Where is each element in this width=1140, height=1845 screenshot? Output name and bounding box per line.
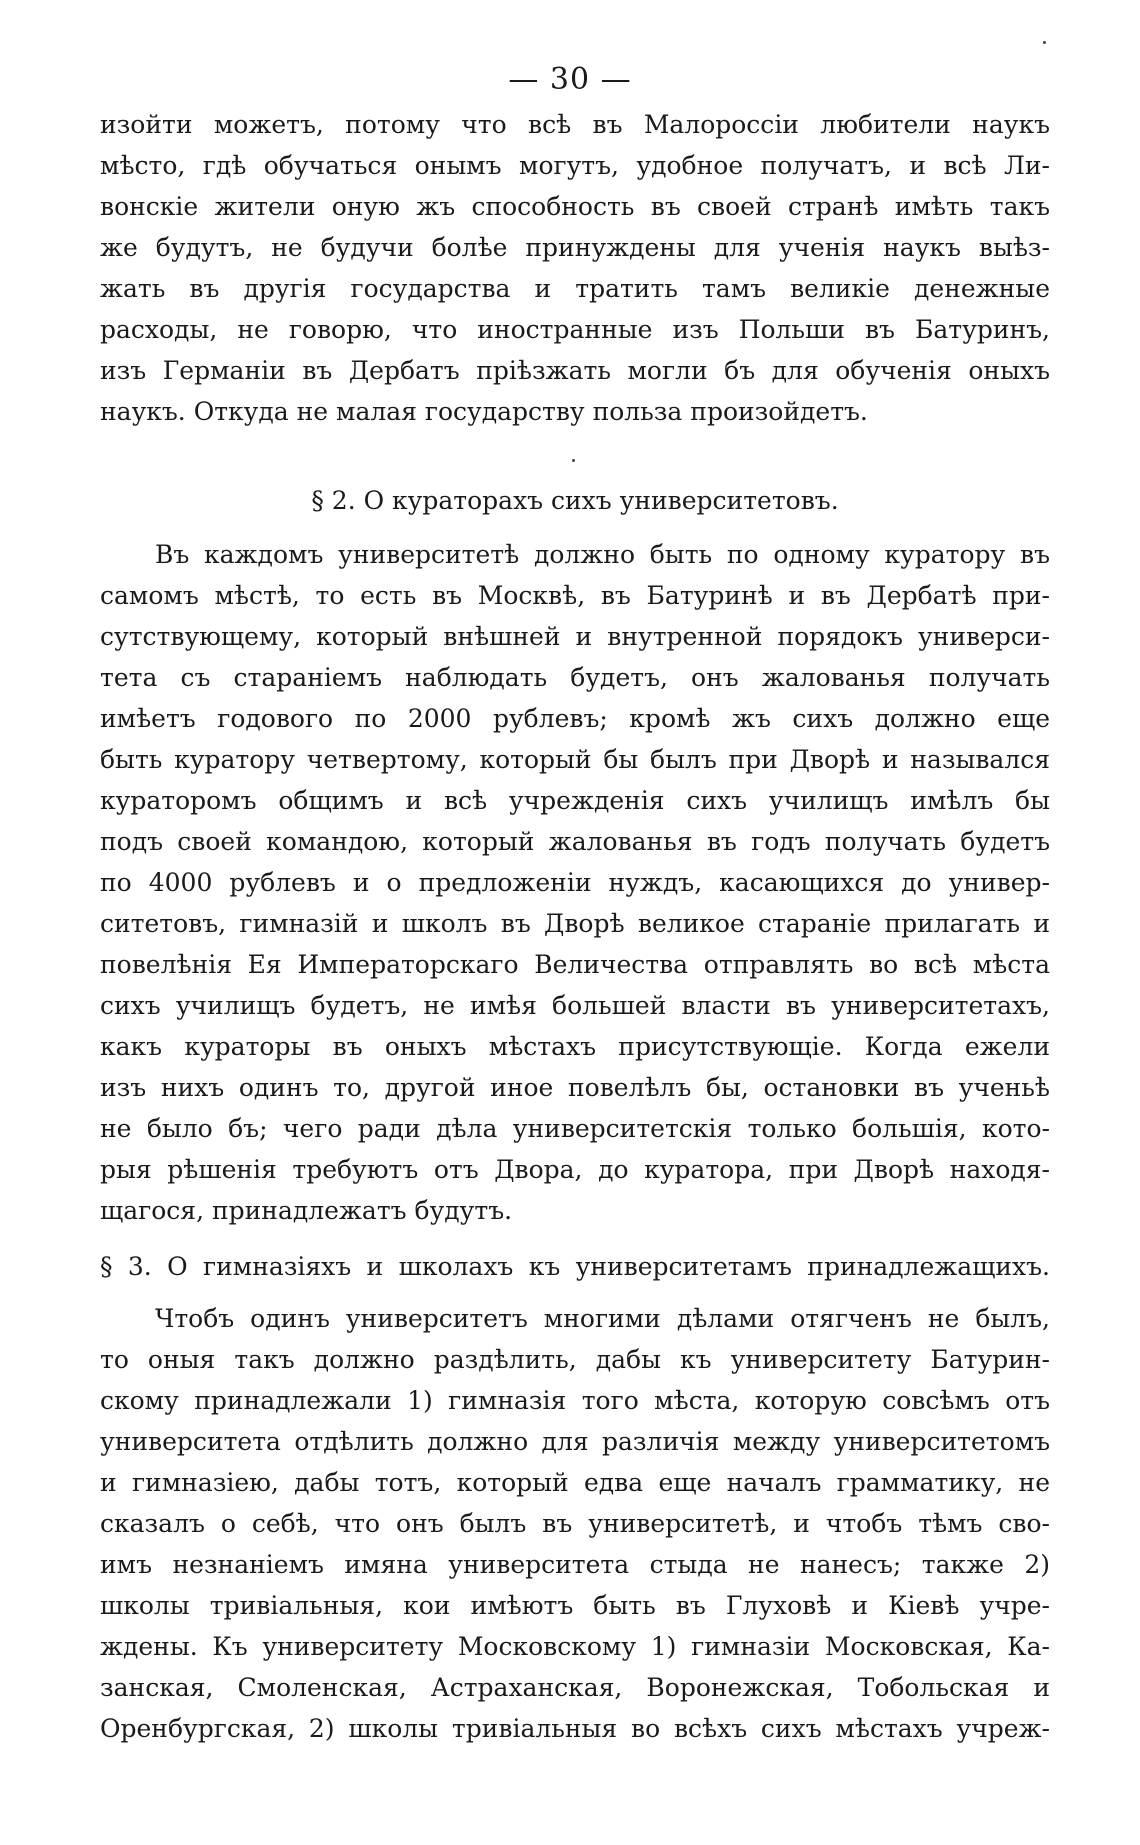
print-speck bbox=[1043, 41, 1046, 44]
text-line: скому принадлежали 1) гимназія того мѣста, которую совсѣмъ отъ bbox=[100, 1386, 1050, 1415]
text-line: какъ кураторы въ оныхъ мѣстахъ присутствующіе. Когда ежели bbox=[100, 1032, 1050, 1061]
text-line: по 4000 рублевъ и о предложеніи нуждъ, касающихся до универ- bbox=[100, 868, 1050, 897]
text-line: рыя рѣшенія требуютъ отъ Двора, до куратора, при Дворѣ находя- bbox=[100, 1155, 1050, 1184]
text-line: Оренбургская, 2) школы тривіальныя во всѣхъ сихъ мѣстахъ учреж- bbox=[100, 1714, 1050, 1743]
text-line: университета отдѣлить должно для различія между университетомъ bbox=[100, 1427, 1050, 1456]
text-line: расходы, не говорю, что иностранные изъ Польши въ Батуринъ, bbox=[100, 315, 1050, 344]
paragraph-3 bbox=[100, 1298, 1050, 1749]
text-line: занская, Смоленская, Астраханская, Воронежская, Тобольская и bbox=[100, 1673, 1050, 1702]
text-line: изъ нихъ одинъ то, другой иное повелѣлъ бы, остановки въ ученьѣ bbox=[100, 1073, 1050, 1102]
text-line: не было бъ; чего ради дѣла университетскія только большія, кото- bbox=[100, 1114, 1050, 1143]
text-line: ситетовъ, гимназій и школъ въ Дворѣ великое стараніе прилагать и bbox=[100, 909, 1050, 938]
text-line: ждены. Къ университету Московскому 1) гимназіи Московская, Ка- bbox=[100, 1632, 1050, 1661]
text-line: и гимназіею, дабы тотъ, который едва еще началъ грамматику, не bbox=[100, 1468, 1050, 1497]
text-line: Чтобъ одинъ университетъ многими дѣлами отягченъ не былъ, bbox=[155, 1304, 1050, 1333]
text-line: кураторомъ общимъ и всѣ учрежденія сихъ училищъ имѣлъ бы bbox=[100, 786, 1050, 815]
text-line: же будутъ, не будучи болѣе принуждены для ученія наукъ выѣз- bbox=[100, 233, 1050, 262]
text-line: то оныя такъ должно раздѣлить, дабы къ университету Батурин- bbox=[100, 1345, 1050, 1374]
section-3-heading: § 3. О гимназіяхъ и школахъ къ университетамъ принадлежащихъ. bbox=[100, 1252, 1050, 1281]
text-line: быть куратору четвертому, который бы былъ при Дворѣ и назывался bbox=[100, 745, 1050, 774]
text-line: имѣетъ годового по 2000 рублевъ; кромѣ жъ сихъ должно еще bbox=[100, 704, 1050, 733]
text-line: сутствующему, который внѣшней и внутренной порядокъ универси- bbox=[100, 622, 1050, 651]
text-line: изъ Германіи въ Дербатъ пріѣзжать могли бъ для обученія оныхъ bbox=[100, 356, 1050, 385]
section-2-heading: § 2. О кураторахъ сихъ университетовъ. bbox=[311, 486, 839, 515]
text-line: вонскіе жители оную жъ способность въ своей странѣ имѣть такъ bbox=[100, 192, 1050, 221]
text-line: школы тривіальныя, кои имѣютъ быть въ Глуховѣ и Кіевѣ учре- bbox=[100, 1591, 1050, 1620]
text-line: тета съ стараніемъ наблюдать будетъ, онъ жалованья получать bbox=[100, 663, 1050, 692]
page-number: — 30 — bbox=[508, 62, 632, 97]
text-line: подъ своей командою, который жалованья въ годъ получать будетъ bbox=[100, 827, 1050, 856]
text-line: сказалъ о себѣ, что онъ былъ въ университетѣ, и чтобъ тѣмъ сво- bbox=[100, 1509, 1050, 1538]
text-line: повелѣнія Ея Императорскаго Величества отправлять во всѣ мѣста bbox=[100, 950, 1050, 979]
text-line: сихъ училищъ будетъ, не имѣя большей власти въ университетахъ, bbox=[100, 991, 1050, 1020]
text-line: наукъ. Откуда не малая государству польза произойдетъ. bbox=[100, 397, 868, 426]
text-line: изойти можетъ, потому что всѣ въ Малороссіи любители наукъ bbox=[100, 110, 1050, 139]
text-line: мѣсто, гдѣ обучаться онымъ могутъ, удобное получатъ, и всѣ Ли- bbox=[100, 151, 1050, 180]
text-line: самомъ мѣстѣ, то есть въ Москвѣ, въ Батуринѣ и въ Дербатѣ при- bbox=[100, 581, 1050, 610]
paragraph-1 bbox=[100, 104, 1050, 432]
text-line: Въ каждомъ университетѣ должно быть по одному куратору въ bbox=[155, 540, 1050, 569]
text-line: имъ незнаніемъ имяна университета стыда не нанесъ; также 2) bbox=[100, 1550, 1050, 1579]
text-line: щагося, принадлежатъ будутъ. bbox=[100, 1196, 513, 1225]
print-speck bbox=[572, 459, 575, 462]
paragraph-2 bbox=[100, 534, 1050, 1231]
text-line: жать въ другія государства и тратить тамъ великіе денежные bbox=[100, 274, 1050, 303]
